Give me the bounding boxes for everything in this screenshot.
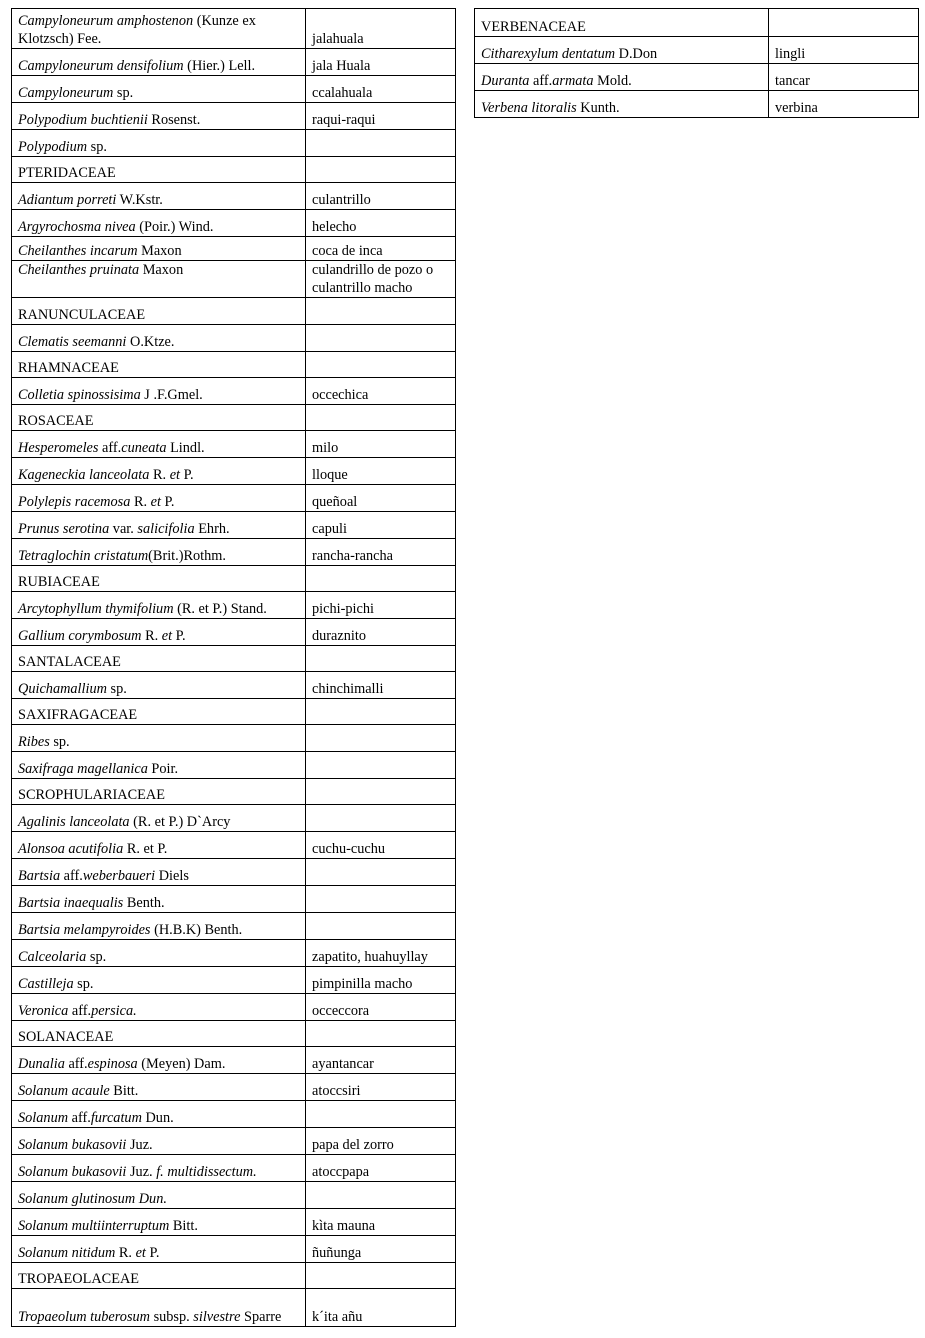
name-part: SOLANACEAE: [18, 1029, 114, 1045]
species-name-cell: [12, 592, 306, 619]
common-name-cell: zapatito, huahuyllay: [306, 940, 456, 967]
species-name-cell: [12, 725, 306, 752]
italic-name-part: et: [135, 1245, 146, 1261]
common-name-cell: queñoal: [306, 485, 456, 512]
common-name-cell: chinchimalli: [306, 672, 456, 699]
common-name-cell: papa del zorro: [306, 1128, 456, 1155]
species-row: [12, 183, 456, 210]
common-name-cell: verbina: [769, 91, 919, 118]
right-table-body: [475, 9, 919, 118]
common-name-cell: occeccora: [306, 994, 456, 1021]
right-species-table: [474, 8, 919, 118]
species-row: [12, 325, 456, 352]
italic-name-part: Colletia spinossisima: [18, 387, 141, 403]
species-row: [12, 913, 456, 940]
name-part: R.: [115, 1245, 136, 1261]
name-part: (R. et P.) D`Arcy: [129, 814, 231, 830]
name-part: RANUNCULACEAE: [18, 307, 146, 323]
name-part: J .F.Gmel.: [140, 387, 203, 403]
italic-name-part: Solanum acaule: [18, 1083, 110, 1099]
species-row: [12, 431, 456, 458]
species-row: [12, 539, 456, 566]
common-name-cell: [306, 886, 456, 913]
family-name-cell: [12, 646, 306, 672]
name-part: Rosenst.: [147, 112, 201, 128]
italic-name-part: Argyrochosma nivea: [18, 219, 136, 235]
species-name-cell: [12, 512, 306, 539]
italic-name-part: Tetraglochin cristatum: [18, 548, 149, 564]
species-name-cell: [12, 1128, 306, 1155]
family-row: [12, 646, 456, 672]
common-name-cell: [306, 859, 456, 886]
species-row: [12, 619, 456, 646]
species-name-cell: [12, 619, 306, 646]
name-part: TROPAEOLACEAE: [18, 1271, 139, 1287]
common-name-cell: tancar: [769, 64, 919, 91]
italic-name-part: weberbaueri: [82, 868, 156, 884]
species-name-cell: [12, 378, 306, 405]
italic-name-part: Clematis seemanni: [18, 334, 127, 350]
family-row: [12, 352, 456, 378]
family-row: [12, 566, 456, 592]
common-name-cell: [306, 699, 456, 725]
common-name-cell: atoccsiri: [306, 1074, 456, 1101]
species-row: [12, 485, 456, 512]
species-name-cell: [12, 325, 306, 352]
left-table-body: [12, 9, 456, 1327]
common-name-cell: cuchu-cuchu: [306, 832, 456, 859]
italic-name-part: Cheilanthes incarum: [18, 243, 138, 259]
family-row: [12, 699, 456, 725]
name-part: Poir.: [147, 761, 179, 777]
family-name-cell: [12, 352, 306, 378]
species-name-cell: [12, 805, 306, 832]
italic-name-part: Agalinis lanceolata: [18, 814, 130, 830]
species-name-cell: [12, 1289, 306, 1327]
species-row: [12, 76, 456, 103]
name-part: (Brit.)Rothm.: [148, 548, 226, 564]
common-name-cell: duraznito: [306, 619, 456, 646]
species-row: [12, 805, 456, 832]
name-part: subsp.: [150, 1309, 194, 1325]
family-row: [12, 779, 456, 805]
common-name-cell: [306, 752, 456, 779]
name-part: sp.: [87, 139, 107, 155]
italic-name-part: Gallium corymbosum: [18, 628, 142, 644]
species-name-cell: [12, 940, 306, 967]
family-name-cell: [475, 9, 769, 37]
common-name-cell: helecho: [306, 210, 456, 237]
name-part: Diels: [155, 868, 189, 884]
species-name-cell: [475, 91, 769, 118]
name-part: (Hier.) Lell.: [183, 58, 256, 74]
common-name-cell: [306, 1021, 456, 1047]
name-part: W.Kstr.: [116, 192, 163, 208]
common-name-cell: [306, 646, 456, 672]
italic-name-part: Alonsoa acutifolia: [18, 841, 124, 857]
common-name-cell: [306, 1182, 456, 1209]
italic-name-part: Campyloneurum: [18, 85, 114, 101]
name-part: Sparre: [240, 1309, 282, 1325]
name-part: Maxon: [139, 262, 184, 278]
italic-name-part: Dunalia: [18, 1056, 65, 1072]
species-name-cell: [12, 752, 306, 779]
species-name-cell: [12, 1155, 306, 1182]
common-name-cell: [306, 325, 456, 352]
species-name-cell: [12, 458, 306, 485]
italic-name-part: Hesperomeles: [18, 440, 99, 456]
family-name-cell: [12, 1021, 306, 1047]
species-name-cell: [12, 886, 306, 913]
italic-name-part: Bartsia inaequalis: [18, 895, 124, 911]
name-part: (R. et P.) Stand.: [173, 601, 267, 617]
italic-name-part: Citharexylum dentatum: [481, 46, 616, 62]
common-name-cell: [306, 805, 456, 832]
species-name-cell: [12, 431, 306, 458]
species-name-cell: [12, 859, 306, 886]
species-row: [475, 64, 919, 91]
family-name-cell: [12, 566, 306, 592]
species-row: [12, 1236, 456, 1263]
common-name-cell: ayantancar: [306, 1047, 456, 1074]
common-name-cell: lingli: [769, 37, 919, 64]
italic-name-part: Polypodium: [18, 139, 88, 155]
species-row: [12, 103, 456, 130]
common-name-cell: jala Huala: [306, 49, 456, 76]
family-row: [12, 1021, 456, 1047]
italic-name-part: Polypodium buchtienii: [18, 112, 148, 128]
italic-name-part: et: [150, 494, 161, 510]
name-part: sp.: [73, 976, 94, 992]
name-part: (Meyen) Dam.: [137, 1056, 226, 1072]
italic-name-part: Campyloneurum densifolium: [18, 58, 184, 74]
species-name-cell: [12, 1209, 306, 1236]
name-part: D.Don: [615, 46, 658, 62]
common-name-cell: ñuñunga: [306, 1236, 456, 1263]
common-name-cell: culandrillo de pozo o culantrillo macho: [306, 261, 456, 298]
species-name-cell: [12, 1047, 306, 1074]
italic-name-part: Solanum bukasovii: [18, 1137, 127, 1153]
family-name-cell: [12, 298, 306, 325]
italic-name-part: f. multidissectum.: [156, 1164, 257, 1180]
species-row: [12, 967, 456, 994]
italic-name-part: Castilleja: [18, 976, 74, 992]
name-part: Benth.: [123, 895, 165, 911]
name-part: sp.: [113, 85, 134, 101]
italic-name-part: Prunus serotina: [18, 521, 110, 537]
species-name-cell: [475, 37, 769, 64]
common-name-cell: capuli: [306, 512, 456, 539]
name-part: R.: [130, 494, 151, 510]
name-part: aff.: [68, 1110, 91, 1126]
species-name-cell: [12, 1101, 306, 1128]
species-row: [12, 9, 456, 49]
name-part: Ehrh.: [194, 521, 230, 537]
species-name-cell: [12, 672, 306, 699]
italic-name-part: Solanum multiinterruptum: [18, 1218, 170, 1234]
name-part: aff.: [529, 73, 553, 89]
species-row: [12, 512, 456, 539]
name-part: O.Ktze.: [126, 334, 175, 350]
species-name-cell: [12, 210, 306, 237]
common-name-cell: [306, 298, 456, 325]
species-row: [12, 886, 456, 913]
italic-name-part: Quichamallium: [18, 681, 107, 697]
species-row: [475, 91, 919, 118]
name-part: VERBENACEAE: [481, 19, 586, 35]
species-row: [12, 378, 456, 405]
name-part: aff.: [64, 1056, 88, 1072]
name-part: aff.: [98, 440, 122, 456]
common-name-cell: coca de inca: [306, 237, 456, 261]
name-part: (Poir.) Wind.: [135, 219, 214, 235]
name-part: sp.: [86, 949, 107, 965]
common-name-cell: [306, 1101, 456, 1128]
common-name-cell: raqui-raqui: [306, 103, 456, 130]
italic-name-part: Cheilanthes pruinata: [18, 262, 140, 278]
italic-name-part: persica.: [91, 1003, 137, 1019]
name-part: P.: [160, 494, 175, 510]
name-part: RUBIACEAE: [18, 574, 100, 590]
name-part: sp.: [49, 734, 70, 750]
italic-name-part: Adiantum porreti: [18, 192, 117, 208]
name-part: Bitt.: [169, 1218, 198, 1234]
name-part: ROSACEAE: [18, 413, 94, 429]
common-name-cell: atoccpapa: [306, 1155, 456, 1182]
species-name-cell: [12, 103, 306, 130]
common-name-cell: lloque: [306, 458, 456, 485]
family-name-cell: [12, 157, 306, 183]
species-row: [12, 130, 456, 157]
species-row: [12, 458, 456, 485]
name-part: Lindl.: [166, 440, 205, 456]
common-name-cell: pichi-pichi: [306, 592, 456, 619]
italic-name-part: et: [161, 628, 173, 644]
species-name-cell: [12, 183, 306, 210]
italic-name-part: Ribes: [18, 734, 50, 750]
name-part: P.: [180, 467, 194, 483]
name-part: (H.B.K) Benth.: [150, 922, 243, 938]
italic-name-part: Polylepis racemosa: [18, 494, 131, 510]
name-part: Juz.: [126, 1164, 157, 1180]
family-row: [12, 157, 456, 183]
left-species-table: [11, 8, 456, 1327]
family-name-cell: [12, 699, 306, 725]
species-row: [12, 1209, 456, 1236]
italic-name-part: Solanum: [18, 1110, 69, 1126]
italic-name-part: Solanum nitidum: [18, 1245, 116, 1261]
common-name-cell: milo: [306, 431, 456, 458]
species-name-cell: [12, 1182, 306, 1209]
species-row: [12, 1289, 456, 1327]
italic-name-part: silvestre: [193, 1309, 241, 1325]
species-row: [12, 1182, 456, 1209]
italic-name-part: espinosa: [87, 1056, 138, 1072]
name-part: sp.: [106, 681, 127, 697]
species-row: [12, 592, 456, 619]
species-row: [12, 1074, 456, 1101]
species-name-cell: [12, 261, 306, 298]
common-name-cell: [306, 779, 456, 805]
italic-name-part: Veronica: [18, 1003, 69, 1019]
species-row: [12, 1101, 456, 1128]
name-part: Juz.: [126, 1137, 153, 1153]
species-name-cell: [12, 967, 306, 994]
common-name-cell: rancha-rancha: [306, 539, 456, 566]
common-name-cell: [306, 352, 456, 378]
italic-name-part: Campyloneurum amphostenon: [18, 13, 194, 29]
italic-name-part: salicifolia: [137, 521, 195, 537]
name-part: RHAMNACEAE: [18, 360, 119, 376]
species-name-cell: [12, 485, 306, 512]
name-part: SANTALACEAE: [18, 654, 121, 670]
species-row: [12, 672, 456, 699]
species-name-cell: [12, 994, 306, 1021]
italic-name-part: Verbena litoralis: [481, 100, 577, 116]
species-row: [12, 1047, 456, 1074]
common-name-cell: [306, 1263, 456, 1289]
name-part: SAXIFRAGACEAE: [18, 707, 138, 723]
common-name-cell: [306, 157, 456, 183]
name-part: P.: [145, 1245, 160, 1261]
italic-name-part: furcatum: [90, 1110, 142, 1126]
common-name-cell: [306, 725, 456, 752]
species-name-cell: [12, 130, 306, 157]
species-name-cell: [12, 539, 306, 566]
common-name-cell: [306, 566, 456, 592]
italic-name-part: Bartsia melampyroides: [18, 922, 151, 938]
species-name-cell: [12, 832, 306, 859]
species-row: [12, 832, 456, 859]
name-part: SCROPHULARIACEAE: [18, 787, 165, 803]
family-name-cell: [12, 1263, 306, 1289]
italic-name-part: Calceolaria: [18, 949, 87, 965]
common-name-cell: [306, 405, 456, 431]
species-row: [12, 1128, 456, 1155]
family-row: [12, 298, 456, 325]
family-name-cell: [12, 405, 306, 431]
species-row: [12, 210, 456, 237]
species-row: [12, 725, 456, 752]
species-row: [12, 752, 456, 779]
family-row: [12, 1263, 456, 1289]
species-row: [12, 859, 456, 886]
species-name-cell: [12, 1074, 306, 1101]
name-part: var.: [109, 521, 138, 537]
common-name-cell: [306, 913, 456, 940]
name-part: aff.: [60, 868, 83, 884]
species-row: [12, 1155, 456, 1182]
common-name-cell: kìta mauna: [306, 1209, 456, 1236]
species-row: [12, 49, 456, 76]
family-name-cell: [12, 779, 306, 805]
name-part: Maxon: [137, 243, 182, 259]
name-part: (Kunze ex Klotzsch) Fee.: [18, 13, 256, 47]
italic-name-part: Tropaeolum tuberosum: [18, 1309, 150, 1325]
species-row: [12, 994, 456, 1021]
family-row: [475, 9, 919, 37]
italic-name-part: Arcytophyllum thymifolium: [18, 601, 174, 617]
name-part: aff.: [68, 1003, 92, 1019]
species-name-cell: [12, 1236, 306, 1263]
common-name-cell: occechica: [306, 378, 456, 405]
name-part: Bitt.: [109, 1083, 139, 1099]
name-part: R.: [141, 628, 162, 644]
name-part: Kunth.: [576, 100, 620, 116]
name-part: R.: [149, 467, 170, 483]
italic-name-part: Kageneckia lanceolata: [18, 467, 150, 483]
common-name-cell: jalahuala: [306, 9, 456, 49]
common-name-cell: pimpinilla macho: [306, 967, 456, 994]
name-part: Dun.: [141, 1110, 174, 1126]
common-name-cell: [769, 9, 919, 37]
italic-name-part: cuneata: [121, 440, 167, 456]
common-name-cell: culantrillo: [306, 183, 456, 210]
name-part: P.: [172, 628, 186, 644]
species-name-cell: [12, 49, 306, 76]
species-name-cell: [475, 64, 769, 91]
common-name-cell: [306, 130, 456, 157]
italic-name-part: Bartsia: [18, 868, 61, 884]
common-name-cell: k´ita añu: [306, 1289, 456, 1327]
common-name-cell: ccalahuala: [306, 76, 456, 103]
italic-name-part: et: [169, 467, 181, 483]
species-name-cell: [12, 237, 306, 261]
species-name-cell: [12, 9, 306, 49]
name-part: Mold.: [593, 73, 632, 89]
italic-name-part: Solanum bukasovii: [18, 1164, 127, 1180]
name-part: PTERIDACEAE: [18, 165, 116, 181]
species-row: [12, 940, 456, 967]
species-row: [475, 37, 919, 64]
italic-name-part: armata: [552, 73, 594, 89]
species-name-cell: [12, 76, 306, 103]
species-name-cell: [12, 913, 306, 940]
name-part: R. et P.: [123, 841, 168, 857]
species-row: [12, 237, 456, 261]
italic-name-part: Duranta: [481, 73, 530, 89]
italic-name-part: Saxifraga magellanica: [18, 761, 148, 777]
family-row: [12, 405, 456, 431]
species-row: [12, 261, 456, 298]
italic-name-part: Solanum glutinosum Dun.: [18, 1191, 167, 1207]
